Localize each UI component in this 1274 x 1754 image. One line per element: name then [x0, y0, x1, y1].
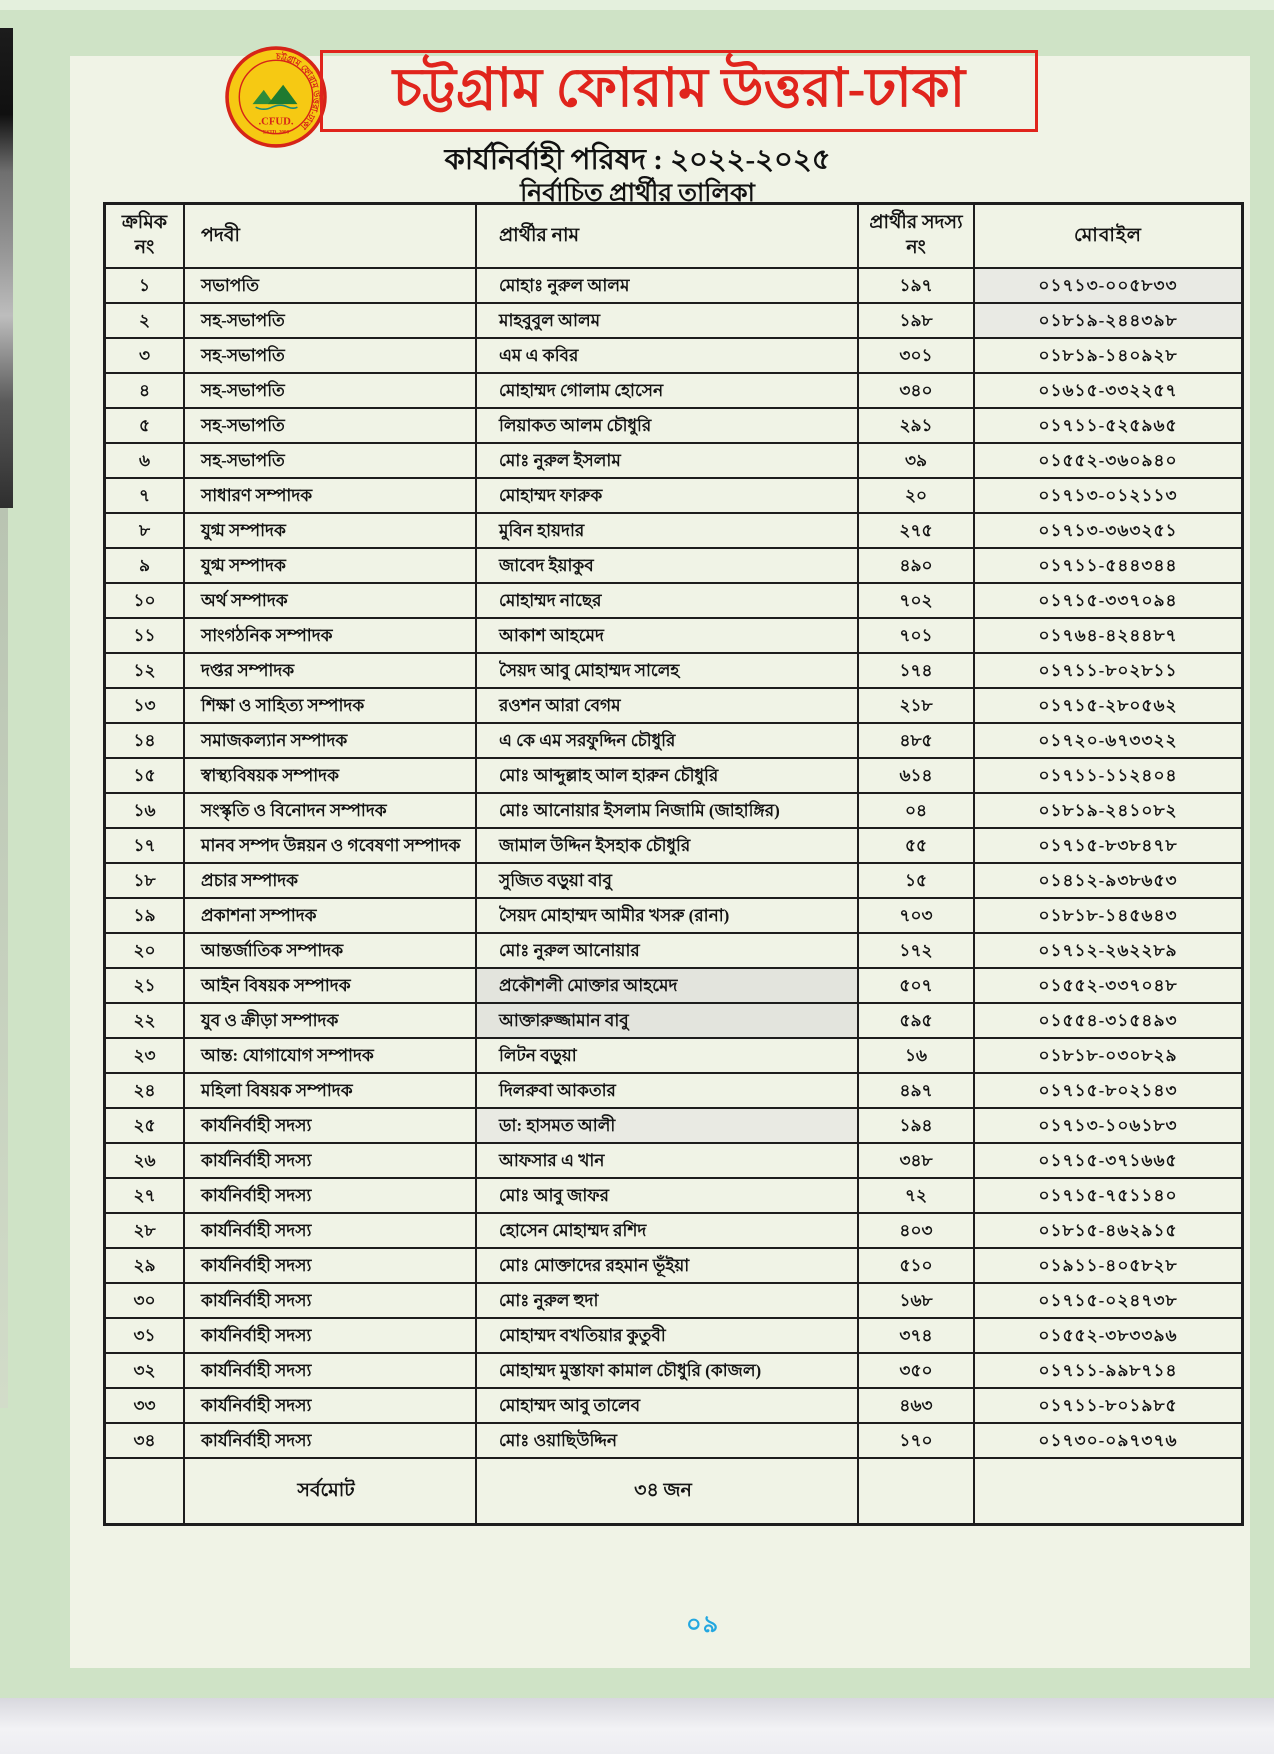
cell-position: আইন বিষয়ক সম্পাদক: [184, 968, 476, 1003]
cell-position: কার্যনির্বাহী সদস্য: [184, 1213, 476, 1248]
cell-position: কার্যনির্বাহী সদস্য: [184, 1108, 476, 1143]
cell-name: মোঃ মোক্তাদের রহমান ভূঁইয়া: [476, 1248, 858, 1283]
cell-name: মোঃ নুরুল হুদা: [476, 1283, 858, 1318]
cell-name: মোঃ আব্দুল্লাহ আল হারুন চৌধুরি: [476, 758, 858, 793]
cell-name: হোসেন মোহাম্মদ রশিদ: [476, 1213, 858, 1248]
table-row: [105, 443, 1243, 478]
table-row: [105, 1178, 1243, 1213]
table-row: [105, 793, 1243, 828]
cell-serial: ৩২: [105, 1353, 185, 1388]
cell-name: মোহাম্মদ নাছের: [476, 583, 858, 618]
cell-serial: ২৬: [105, 1143, 185, 1178]
cell-name: মোহাম্মদ ফারুক: [476, 478, 858, 513]
cell-name: মুবিন হায়দার: [476, 513, 858, 548]
cell-name: প্রকৌশলী মোক্তার আহমেদ: [476, 968, 858, 1003]
cell-mobile: ০১৭১১-১১২৪০৪: [974, 758, 1243, 793]
cell-serial: ৮: [105, 513, 185, 548]
cell-member_no: ৩৯: [858, 443, 974, 478]
cell-member_no: ৭০১: [858, 618, 974, 653]
page-subtitle: কার্যনির্বাহী পরিষদ : ২০২২-২০২৫: [444, 144, 831, 176]
cell-mobile: ০১৪১২-৯৩৮৬৫৩: [974, 863, 1243, 898]
cell-position: সহ-সভাপতি: [184, 373, 476, 408]
cell-mobile: ০১৭১১-৮০২৮১১: [974, 653, 1243, 688]
cell-name: আক্তারুজ্জামান বাবু: [476, 1003, 858, 1038]
cell-mobile: ০১৭১৫-০২৪৭৩৮: [974, 1283, 1243, 1318]
cell-mobile: ০১৭১৫-২৮০৫৬২: [974, 688, 1243, 723]
cell-serial: ২৯: [105, 1248, 185, 1283]
cell-name: ডা: হাসমত আলী: [476, 1108, 858, 1143]
cell-position: কার্যনির্বাহী সদস্য: [184, 1283, 476, 1318]
cell-serial: ১৯: [105, 898, 185, 933]
table-body: [105, 268, 1243, 1458]
cell-position: মানব সম্পদ উন্নয়ন ও গবেষণা সম্পাদক: [184, 828, 476, 863]
cell-member_no: ৪০৩: [858, 1213, 974, 1248]
cell-serial: ৬: [105, 443, 185, 478]
cell-name: লিটন বড়ুয়া: [476, 1038, 858, 1073]
cell-position: সাংগঠনিক সম্পাদক: [184, 618, 476, 653]
cell-serial: ২৪: [105, 1073, 185, 1108]
cell-member_no: ৪৬৩: [858, 1388, 974, 1423]
cell-member_no: ৩৭৪: [858, 1318, 974, 1353]
cell-position: সহ-সভাপতি: [184, 303, 476, 338]
cell-serial: ৩১: [105, 1318, 185, 1353]
cell-mobile: ০১৭১২-২৬২২৮৯: [974, 933, 1243, 968]
cell-member_no: ১৬৮: [858, 1283, 974, 1318]
cell-mobile: ০১৭৩০-০৯৭৩৭৬: [974, 1423, 1243, 1458]
table-row: [105, 968, 1243, 1003]
cell-position: কার্যনির্বাহী সদস্য: [184, 1423, 476, 1458]
footer-empty-mobile: [974, 1458, 1243, 1525]
table-row: [105, 1353, 1243, 1388]
header-member-no: প্রার্থীর সদস্য নং: [858, 204, 974, 269]
cell-member_no: ৬১৪: [858, 758, 974, 793]
table-row: [105, 1248, 1243, 1283]
cell-name: মোহাঃ নুরুল আলম: [476, 268, 858, 303]
cell-name: দিলরুবা আকতার: [476, 1073, 858, 1108]
cell-mobile: ০১৮১৯-২৪৪৩৯৮: [974, 303, 1243, 338]
table-row: [105, 1283, 1243, 1318]
cell-mobile: ০১৭১৫-৮৩৮৪৭৮: [974, 828, 1243, 863]
cell-mobile: ০১৫৫২-৩৮৩৩৯৬: [974, 1318, 1243, 1353]
cell-member_no: ৭০৩: [858, 898, 974, 933]
cell-member_no: ১৫: [858, 863, 974, 898]
table-footer: [105, 1458, 1243, 1525]
cell-serial: ৪: [105, 373, 185, 408]
scan-artifact-left-edge: [0, 28, 13, 508]
table-row: [105, 1423, 1243, 1458]
table-row: [105, 1038, 1243, 1073]
cell-name: মোহাম্মদ মুস্তাফা কামাল চৌধুরি (কাজল): [476, 1353, 858, 1388]
logo-ring-text: চট্টগ্রাম ফোরাম উত্তরা-ঢাকা: [275, 51, 322, 132]
total-label: সর্বমোট: [184, 1458, 476, 1525]
table-row: [105, 758, 1243, 793]
table-row: [105, 688, 1243, 723]
cell-serial: ১৩: [105, 688, 185, 723]
table-row: [105, 653, 1243, 688]
cell-mobile: ০১৭১১-৮০১৯৮৫: [974, 1388, 1243, 1423]
cell-member_no: ৫৯৫: [858, 1003, 974, 1038]
cell-serial: ২: [105, 303, 185, 338]
table-row: [105, 478, 1243, 513]
cell-mobile: ০১৫৫২-৩৬০৯৪০: [974, 443, 1243, 478]
cell-position: যুগ্ম সম্পাদক: [184, 548, 476, 583]
cell-member_no: ৪৯৭: [858, 1073, 974, 1108]
cell-name: লিয়াকত আলম চৌধুরি: [476, 408, 858, 443]
cell-member_no: ৩৪৮: [858, 1143, 974, 1178]
cell-member_no: ৪৯০: [858, 548, 974, 583]
cell-name: মোঃ ওয়াছিউদ্দিন: [476, 1423, 858, 1458]
cell-serial: ১: [105, 268, 185, 303]
cell-mobile: ০১৫৫৪-৩১৫৪৯৩: [974, 1003, 1243, 1038]
cell-serial: ৫: [105, 408, 185, 443]
cell-mobile: ০১৮১৮-১৪৫৬৪৩: [974, 898, 1243, 933]
header-mobile: মোবাইল: [974, 204, 1243, 269]
table-row: [105, 303, 1243, 338]
cell-position: যুব ও ক্রীড়া সম্পাদক: [184, 1003, 476, 1038]
cell-serial: ৩৪: [105, 1423, 185, 1458]
cell-position: স্বাস্থ্যবিষয়ক সম্পাদক: [184, 758, 476, 793]
cell-mobile: ০১৫৫২-৩৩৭০৪৮: [974, 968, 1243, 1003]
cell-member_no: ২১৮: [858, 688, 974, 723]
cell-name: আফসার এ খান: [476, 1143, 858, 1178]
cell-name: সুজিত বড়ুয়া বাবু: [476, 863, 858, 898]
cell-mobile: ০১৭১৩-০১২১১৩: [974, 478, 1243, 513]
table-row: [105, 618, 1243, 653]
cell-member_no: ১৯৮: [858, 303, 974, 338]
cell-mobile: ০১৬১৫-৩৩২২৫৭: [974, 373, 1243, 408]
cell-member_no: ১৬: [858, 1038, 974, 1073]
total-value: ৩৪ জন: [476, 1458, 858, 1525]
cell-mobile: ০১৮১৯-২৪১০৮২: [974, 793, 1243, 828]
cell-mobile: ০১৭১১-৯৯৮৭১৪: [974, 1353, 1243, 1388]
cell-mobile: ০১৭১১-৫২৫৯৬৫: [974, 408, 1243, 443]
cell-member_no: ৩৫০: [858, 1353, 974, 1388]
cell-name: মোঃ নুরুল আনোয়ার: [476, 933, 858, 968]
cell-member_no: ২৭৫: [858, 513, 974, 548]
cell-member_no: ৫১০: [858, 1248, 974, 1283]
cell-position: সভাপতি: [184, 268, 476, 303]
cell-member_no: ১৭৪: [858, 653, 974, 688]
cell-position: সহ-সভাপতি: [184, 338, 476, 373]
cell-name: এম এ কবির: [476, 338, 858, 373]
cell-mobile: ০১৯১১-৪০৫৮২৮: [974, 1248, 1243, 1283]
table-row: [105, 583, 1243, 618]
table-row: [105, 1318, 1243, 1353]
table-row: [105, 723, 1243, 758]
cell-name: রওশন আরা বেগম: [476, 688, 858, 723]
cell-mobile: ০১৭২০-৬৭৩৩২২: [974, 723, 1243, 758]
cell-position: সহ-সভাপতি: [184, 408, 476, 443]
logo-acronym: .CFUD.: [258, 115, 294, 128]
cell-member_no: ২৯১: [858, 408, 974, 443]
cell-member_no: ২০: [858, 478, 974, 513]
cell-serial: ৯: [105, 548, 185, 583]
cell-position: যুগ্ম সম্পাদক: [184, 513, 476, 548]
cell-position: মহিলা বিষয়ক সম্পাদক: [184, 1073, 476, 1108]
cell-position: শিক্ষা ও সাহিত্য সম্পাদক: [184, 688, 476, 723]
cell-position: কার্যনির্বাহী সদস্য: [184, 1353, 476, 1388]
table-row: [105, 1073, 1243, 1108]
cell-position: সহ-সভাপতি: [184, 443, 476, 478]
cell-position: আন্তর্জাতিক সম্পাদক: [184, 933, 476, 968]
cell-member_no: ১৭২: [858, 933, 974, 968]
total-row: [105, 1458, 1243, 1525]
scan-artifact-bottom: [0, 1698, 1274, 1754]
scan-artifact-left-edge-2: [0, 508, 8, 1408]
organization-logo: [225, 46, 327, 148]
cell-serial: ৩৩: [105, 1388, 185, 1423]
cell-position: সাধারণ সম্পাদক: [184, 478, 476, 513]
cell-mobile: ০১৭১৫-৭৫১১৪০: [974, 1178, 1243, 1213]
cell-position: কার্যনির্বাহী সদস্য: [184, 1143, 476, 1178]
table-row: [105, 863, 1243, 898]
cell-name: জামাল উদ্দিন ইসহাক চৌধুরি: [476, 828, 858, 863]
elected-candidates-table: [103, 202, 1244, 1526]
table-row: [105, 408, 1243, 443]
cell-mobile: ০১৭৬৪-৪২৪৪৮৭: [974, 618, 1243, 653]
cell-serial: ২৩: [105, 1038, 185, 1073]
header-name: প্রার্থীর নাম: [476, 204, 858, 269]
cell-serial: ১৪: [105, 723, 185, 758]
cell-member_no: ০৪: [858, 793, 974, 828]
cell-position: কার্যনির্বাহী সদস্য: [184, 1318, 476, 1353]
cell-serial: ২৮: [105, 1213, 185, 1248]
cell-name: মোঃ আনোয়ার ইসলাম নিজামি (জাহাঙ্গির): [476, 793, 858, 828]
table-row: [105, 548, 1243, 583]
scan-artifact-top: [0, 0, 1274, 10]
page-title: চট্টগ্রাম ফোরাম উত্তরা-ঢাকা: [320, 50, 1038, 132]
cell-serial: ১৫: [105, 758, 185, 793]
table-row: [105, 828, 1243, 863]
table-row: [105, 513, 1243, 548]
cell-mobile: ০১৭১৩-০০৫৮৩৩: [974, 268, 1243, 303]
table-row: [105, 338, 1243, 373]
cell-serial: ৩০: [105, 1283, 185, 1318]
cell-name: সৈয়দ মোহাম্মদ আমীর খসরু (রানা): [476, 898, 858, 933]
cell-serial: ১৭: [105, 828, 185, 863]
cell-member_no: ১৭০: [858, 1423, 974, 1458]
cell-member_no: ১৯৪: [858, 1108, 974, 1143]
cell-member_no: ৭০২: [858, 583, 974, 618]
cell-mobile: ০১৮১৫-৪৬২৯১৫: [974, 1213, 1243, 1248]
table-row: [105, 1388, 1243, 1423]
footer-empty-member: [858, 1458, 974, 1525]
cell-mobile: ০১৭১৫-৩৩৭০৯৪: [974, 583, 1243, 618]
cell-serial: ১২: [105, 653, 185, 688]
cell-serial: ২০: [105, 933, 185, 968]
cell-mobile: ০১৭১৩-১০৬১৮৩: [974, 1108, 1243, 1143]
table-row: [105, 268, 1243, 303]
cell-serial: ৭: [105, 478, 185, 513]
table-header: [105, 204, 1243, 269]
page-number: ০৯: [686, 1612, 720, 1638]
cell-serial: ২২: [105, 1003, 185, 1038]
table-row: [105, 1003, 1243, 1038]
cell-name: মোহাম্মদ গোলাম হোসেন: [476, 373, 858, 408]
cell-position: সমাজকল্যান সম্পাদক: [184, 723, 476, 758]
cell-member_no: ৫৫: [858, 828, 974, 863]
cfud-logo-icon: [225, 46, 327, 148]
header-serial-no: ক্রমিক নং: [105, 204, 185, 269]
cell-serial: ১৮: [105, 863, 185, 898]
cell-position: প্রকাশনা সম্পাদক: [184, 898, 476, 933]
cell-name: মোহাম্মদ আবু তালেব: [476, 1388, 858, 1423]
header-position: পদবী: [184, 204, 476, 269]
cell-serial: ৩: [105, 338, 185, 373]
cell-serial: ২১: [105, 968, 185, 1003]
cell-member_no: ৫০৭: [858, 968, 974, 1003]
cell-mobile: ০১৭১৫-৩৭১৬৬৫: [974, 1143, 1243, 1178]
cell-position: প্রচার সম্পাদক: [184, 863, 476, 898]
table-header-row: [105, 204, 1243, 269]
list-title: নির্বাচিত প্রার্থীর তালিকা: [520, 180, 755, 207]
table-row: [105, 898, 1243, 933]
cell-serial: ২৫: [105, 1108, 185, 1143]
cell-mobile: ০১৮১৮-০৩০৮২৯: [974, 1038, 1243, 1073]
cell-name: মোঃ আবু জাফর: [476, 1178, 858, 1213]
cell-name: আকাশ আহমেদ: [476, 618, 858, 653]
cell-name: সৈয়দ আবু মোহাম্মদ সালেহ: [476, 653, 858, 688]
table-row: [105, 1213, 1243, 1248]
cell-serial: ২৭: [105, 1178, 185, 1213]
cell-position: দপ্তর সম্পাদক: [184, 653, 476, 688]
cell-position: আন্ত: যোগাযোগ সম্পাদক: [184, 1038, 476, 1073]
footer-empty-serial: [105, 1458, 185, 1525]
cell-name: জাবেদ ইয়াকুব: [476, 548, 858, 583]
cell-position: কার্যনির্বাহী সদস্য: [184, 1388, 476, 1423]
cell-name: মোঃ নুরুল ইসলাম: [476, 443, 858, 478]
table-row: [105, 933, 1243, 968]
cell-name: মোহাম্মদ বখতিয়ার কুতুবী: [476, 1318, 858, 1353]
cell-member_no: ৩০১: [858, 338, 974, 373]
cell-member_no: ৩৪০: [858, 373, 974, 408]
cell-mobile: ০১৭১৫-৮০২১৪৩: [974, 1073, 1243, 1108]
cell-serial: ১০: [105, 583, 185, 618]
cell-member_no: ৭২: [858, 1178, 974, 1213]
cell-position: অর্থ সম্পাদক: [184, 583, 476, 618]
cell-position: কার্যনির্বাহী সদস্য: [184, 1178, 476, 1213]
table-row: [105, 1108, 1243, 1143]
cell-serial: ১৬: [105, 793, 185, 828]
cell-mobile: ০১৭১৩-৩৬৩২৫১: [974, 513, 1243, 548]
cell-name: এ কে এম সরফুদ্দিন চৌধুরি: [476, 723, 858, 758]
cell-mobile: ০১৮১৯-১৪০৯২৮: [974, 338, 1243, 373]
cell-position: কার্যনির্বাহী সদস্য: [184, 1248, 476, 1283]
logo-estd: ESTD. 2008: [262, 129, 290, 136]
cell-serial: ১১: [105, 618, 185, 653]
table-row: [105, 373, 1243, 408]
cell-member_no: ১৯৭: [858, 268, 974, 303]
cell-position: সংস্কৃতি ও বিনোদন সম্পাদক: [184, 793, 476, 828]
cell-mobile: ০১৭১১-৫৪৪৩৪৪: [974, 548, 1243, 583]
cell-member_no: ৪৮৫: [858, 723, 974, 758]
cell-name: মাহবুবুল আলম: [476, 303, 858, 338]
table-row: [105, 1143, 1243, 1178]
